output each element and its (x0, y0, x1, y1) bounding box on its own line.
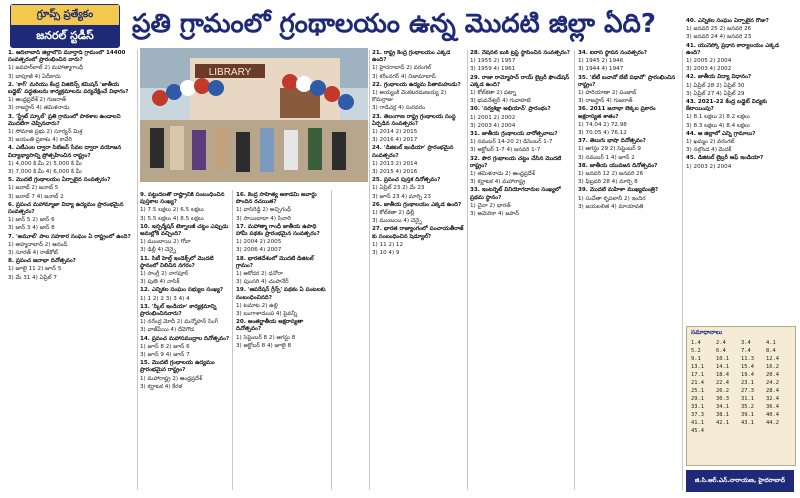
answer-cell: 23.1 (741, 380, 754, 386)
question-line: 1) సోమాజి ప్రభు 2) సూర్యన్ మిశ్ర (8, 129, 83, 136)
column-3 (236, 192, 328, 490)
question-line: 3) సాయిబాబా 4) సినారె (236, 215, 291, 222)
question-line: 6. ప్రపంచ మహామ్మాజా విద్యా ఉద్యమం ప్రారంభమైన సంవత్సరం? (8, 201, 124, 216)
library-sign: LIBRARY (208, 67, 252, 78)
column-1 (8, 50, 134, 490)
answer-key-title: సమాధానాలు (691, 329, 723, 336)
question-line: 1. ఆదిలాబాద్ జిల్లాలోని మూర్తాడ్ గ్రామంలో 14400 సంవత్సరంలో ప్రారంభించిన వారు? (8, 50, 126, 64)
question-line: 1) టమాట 2) ఉల్లి (236, 302, 278, 309)
question-line: 32. పౌర గ్రంథాలయ చట్టం చేసిన మొదటి రాష్ట్రం? (470, 155, 562, 169)
answer-cell: 25.1 (691, 388, 704, 394)
answer-cell: 17.1 (691, 372, 704, 378)
answer-key-grid (691, 339, 791, 435)
question-line: 1) జూన్ 8 2) జూన్ 6 (140, 343, 190, 350)
answer-row (691, 387, 791, 395)
question-line: 39. మొదటి మహిళా ముఖ్యమంత్రి? (578, 187, 659, 194)
question-line: 3) 5.5 లక్షలు 4) 8.5 లక్షలు (140, 215, 204, 222)
answer-cell: 26.2 (716, 388, 729, 394)
question-line: 1) ముంబాయి 2) గోవా (140, 239, 191, 246)
answer-cell: 13.1 (691, 364, 704, 370)
question-line: 1) జనాబ్ 2) జనాబ్ 5 (8, 185, 59, 192)
answer-cell: 2.4 (716, 340, 726, 346)
question-line: 38. జాతీయ యువజన దినోత్సవం? (578, 162, 658, 169)
answer-row (691, 339, 791, 347)
question-line: 3) ఏప్రిల్ 27 4) ఏప్రిల్ 29 (686, 90, 745, 97)
answer-cell: 24.2 (766, 380, 779, 386)
answer-cell: 11.3 (741, 356, 754, 362)
answer-cell: 27.3 (741, 388, 754, 394)
question-line: 13. 'స్కిల్ ఇండియా' కార్యక్రమాన్ని ప్రారంభించినవారు? (140, 303, 217, 318)
question-line: 3) ఢిల్లీ 4) చెన్నై (140, 247, 176, 254)
question-line: 3) పుంసరి 4) చంపానేర్ (236, 279, 289, 286)
question-line: 1) నరేంద్ర మోదీ 2) మన్మోహన్ సింగ్ (140, 319, 218, 326)
column-divider (369, 50, 370, 490)
section-tag (10, 4, 120, 48)
question-line: 15. మొదటి గ్రంథాలయ ఉద్యమం ప్రారంభమైన రాష్ట్రం? (140, 360, 215, 374)
answer-cell: 45.4 (691, 428, 704, 434)
question-line: 41. యునెస్కో ప్రధాన కార్యాలయం ఎక్కడ ఉంది? (686, 42, 780, 56)
question-line: 3) అక్టోబర్ 8 4) జూలై 8 (236, 342, 292, 349)
question-line: 40. ఎన్నికల సంఘం ఏర్పాటైన రోజు? (686, 18, 769, 24)
question-line: 3) జయంతి ప్రకాశం 4) కావేరి (8, 137, 72, 144)
question-line: 8. ప్రపంచ జనాభా దినోత్సవం? (8, 258, 76, 265)
answer-cell: 29.1 (691, 396, 704, 402)
question-line: 29. రాజా రామ్మోహన్ రాయ్ లైబ్రరీ ఫౌండేషన్ ఎక్కడ ఉంది? (470, 74, 570, 88)
question-line: 3) కర్ణాటక 4) మహారాష్ట్ర (470, 179, 526, 186)
answer-cell: 28.4 (766, 388, 779, 394)
answer-cell: 10.1 (716, 356, 729, 362)
answer-cell: 22.4 (716, 380, 729, 386)
question-line: 3) గాడిచర్ల 4) సురవరం (372, 105, 425, 112)
answer-cell: 5.2 (691, 348, 701, 354)
question-line: 12. ఎన్నికల సంఘం సభ్యుల సంఖ్య? (140, 287, 224, 294)
column-divider (467, 50, 468, 490)
answer-cell: 35.2 (741, 404, 754, 410)
question-line: 3) ముంబయి 4) చెన్నై (372, 218, 422, 225)
question-line: 1) ఏప్రిల్ 23 2) మే 23 (372, 185, 425, 192)
question-line: 3) రాజస్థాన్ 4) గుజరాత్ (578, 98, 633, 105)
section-tag-bottom: జనరల్ స్టడీస్ (11, 25, 119, 47)
answer-cell: 38.1 (716, 412, 729, 418)
answer-cell (716, 427, 741, 435)
question-line: 1) జవహర్‌లాల్ 2) మహాత్మాగాంధీ (8, 65, 83, 72)
answer-cell: 31.1 (741, 396, 754, 402)
question-line: 1) ఏప్రిల్ 28 2) ఏప్రిల్ 30 (686, 82, 745, 89)
question-line: 3) వాజ్‌పేయి 4) దేవెగౌడ (140, 327, 195, 334)
question-line: 3) మే 31 4) ఏప్రిల్ 7 (8, 274, 57, 281)
answer-cell: 44.2 (766, 420, 779, 426)
section-tag-top: గ్రూప్స్ ప్రత్యేకం (11, 5, 119, 25)
author-credit: జి.సి.ఆర్.ఎన్.నారాయణ, హైదరాబాద్ (686, 470, 794, 492)
question-line: 1) 7.5 లక్షలు 2) 6.5 లక్షలు (140, 207, 204, 214)
question-line: 1) ఆంధ్రప్రదేశ్ 2) గుజరాత్ (8, 97, 66, 104)
question-line: 5. మొదటి గ్రంథాలయం ఏర్పాటైన సంవత్సరం? (8, 177, 111, 184)
question-line: 44. ఆ జిల్లాలో ఎన్ని గ్రామాలు? (686, 130, 756, 137)
answer-cell: 8.4 (766, 348, 776, 354)
question-line: 1) సాంగ్లీ 2) నాగపూర్ (140, 271, 189, 278)
answer-cell: 1.4 (691, 340, 701, 346)
question-line: 1) జూలై 11 2) జూన్ 5 (8, 266, 62, 273)
question-line: 3) జనవరి 24 4) జనవరి 23 (686, 34, 752, 41)
question-line: 3) 2003 4) 2002 (686, 66, 732, 73)
answer-cell: 14.1 (716, 364, 729, 370)
answer-cell: 40.4 (766, 412, 779, 418)
question-line: 1) 2013 2) 2014 (372, 160, 418, 167)
answer-cell: 3.4 (741, 340, 751, 346)
question-line: 34. ఐరాస స్థాపన సంవత్సరం? (578, 50, 647, 56)
column-divider (682, 50, 683, 490)
question-line: 2. 'కాగ్' మరియు కేంద్ర విజిలెన్స్ కమిషన్ 'జాతీయ బడ్జెట్' పద్ధతులను కార్యక్రమాలను పర్యవేక్షించే విభాగం? (8, 81, 129, 96)
question-line: 3) కరీంనగర్ 4) నిజామాబాద్ (372, 73, 436, 80)
answer-cell: 36.4 (766, 404, 779, 410)
question-line: 3) 8.3 లక్షలు 4) 8.4 లక్షలు (686, 122, 750, 129)
answer-cell: 30.3 (716, 396, 729, 402)
answer-cell: 33.1 (691, 404, 704, 410)
question-line: 30. 'సర్వశిక్షా అభియాన్' ప్రారంభం? (470, 106, 551, 113)
question-line: 1) మహారాష్ట్ర 2) ఆంధ్రప్రదేశ్ (140, 375, 203, 382)
answer-row (691, 379, 791, 387)
answer-key (686, 326, 796, 466)
column-7 (686, 18, 794, 324)
question-line: 1) నవంబర్ 14-20 2) డిసెంబర్ 1-7 (470, 139, 553, 146)
question-line: 14. ప్రపంచ మహాసముద్రాల దినోత్సవం? (140, 335, 230, 342)
question-line: 1) 8.1 లక్షలు 2) 8.2 లక్షలు (686, 114, 750, 121)
question-line: 36. 2011 జనాభా లెక్కల ప్రకారం అక్షరాస్యత శాతం? (578, 106, 656, 120)
answer-cell: 21.4 (691, 380, 704, 386)
question-line: 1) తమిళనాడు 2) ఆంధ్రప్రదేశ్ (470, 171, 535, 178)
question-line: 7. 'అమూల్' పాల సహకార సంఘం ఏ రాష్ట్రంలో ఉంది? (8, 233, 131, 240)
question-line: 3) సూరత్ 4) రాజ్‌కోట్ (8, 250, 58, 257)
answer-cell: 42.1 (716, 420, 729, 426)
question-line: 3) ఫిబ్రవరి 28 4) మార్చి 8 (578, 179, 638, 186)
question-line: 10. ఇన్ఫర్మేషన్ టెక్నాలజీ చట్టం ఎప్పుడు అమల్లోకి వచ్చింది? (140, 223, 229, 238)
question-line: 1) వాసిరెడ్డి 2) అచ్చిగంధ్ (236, 207, 291, 214)
question-line: 1) సెప్టెంబర్ 8 2) ఆగస్టు 8 (236, 334, 296, 341)
column-4 (372, 50, 464, 490)
question-line: 3) 2003 4) 2004 (470, 122, 516, 129)
question-line: 3) నల్గొండ 4) మెదక్ (686, 147, 732, 154)
answer-cell: 20.4 (766, 372, 779, 378)
question-line: 3) 1959 4) 1961 (470, 66, 516, 73)
question-line: 1) సుచేతా కృపలానీ 2) ఇందిర (578, 195, 646, 202)
question-line: 3) జాన్ 3 4) జాన్ 8 (8, 225, 55, 232)
answer-cell: 39.1 (741, 412, 754, 418)
question-line: 1) 2004 2) 2005 (236, 239, 282, 246)
question-line: 1) అయ్యంకి వెంకటరమణయ్య 2) కొమర్రాజు (372, 90, 447, 104)
column-2 (140, 192, 230, 490)
answer-cell: 12.4 (766, 356, 779, 362)
question-line: 28. నేషనల్ బుక్ ట్రస్ట్ స్థాపించిన సంవత్సరం? (470, 50, 570, 56)
question-line: 19. 'ఆపరేషన్ గ్రీన్స్' పథకం ఏ పంటలకు సంబంధించినది? (236, 287, 326, 301)
answer-row (691, 395, 791, 403)
question-line: 16. కేంద్ర సాహిత్య అకాడమీ అవార్డు పొందిన రచయిత? (236, 192, 317, 206)
question-line: 3) జనాబ్ 7 4) జనాబ్ 2 (8, 193, 64, 200)
question-line: 3) పుణె 4) నాసిక్ (140, 279, 180, 286)
headline: ప్రతి గ్రామంలో గ్రంథాలయం ఉన్న మొదటి జిల్లా ఏది? (132, 9, 656, 39)
question-line: 1) ఖమ్మం 2) వరంగల్ (686, 139, 735, 146)
question-line: 22. గ్రంథాలయ ఉద్యమ పితామహుడు? (372, 81, 461, 88)
answer-cell (766, 427, 791, 435)
library-photo-image (140, 48, 368, 182)
people-group (150, 126, 346, 172)
question-line: 31. జాతీయ గ్రంథాలయ వారోత్సవాలు? (470, 131, 558, 138)
answer-cell: 15.4 (741, 364, 754, 370)
question-line: 1) 4,000 కి.మీ 2) 5,000 కి.మీ (8, 160, 82, 167)
question-line: 1) కోల్‌కతా 2) పట్నా (470, 90, 517, 97)
question-line: 33. ఇంటర్నెట్ వినియోగదారుల సంఖ్యలో ప్రథమ స్థానం? (470, 187, 561, 201)
answer-cell: 41.1 (691, 420, 704, 426)
question-line: 1) 1955 2) 1957 (470, 58, 516, 65)
question-line: 3) రాజస్థాన్ 4) తమిళనాడు (8, 105, 70, 112)
answer-row (691, 427, 791, 435)
question-line: 3) అమెరికా 4) జపాన్ (470, 211, 519, 218)
answer-row (691, 419, 791, 427)
question-line: 1) హైదరాబాద్ 2) వరంగల్ (372, 65, 432, 72)
answer-row (691, 403, 791, 411)
question-line: 18. భారతదేశంలో మొదటి డిజిటల్ గ్రామం? (236, 255, 314, 269)
question-line: 20. అంతర్జాతీయ అక్షరాస్యతా దినోత్సవం? (236, 319, 304, 333)
question-line: 3) 2015 4) 2016 (372, 169, 418, 176)
question-line: 1) జాన్ 5 2) జాన్ 6 (8, 217, 55, 224)
question-line: 11. సిటీ హెల్త్ ఇండెక్స్‌లో మొదటి స్థానంలో నిలిచిన నగరం? (140, 255, 214, 269)
question-line: 1) ఆగస్టు 29 2) సెప్టెంబర్ 9 (578, 146, 641, 153)
question-line: 3) భువనేశ్వర్ 4) గువాహటి (470, 98, 531, 105)
question-line: 43. 2021-22 కేంద్ర బడ్జెట్ విద్యకు కేటాయింపు? (686, 99, 768, 113)
question-line: 3) కర్ణాటక 4) కేరళ (140, 383, 183, 390)
question-line: 42. జాతీయ విద్యా విధానం? (686, 74, 752, 81)
question-line: 3) జూన్ 9 4) జూన్ 7 (140, 352, 190, 359)
question-line: 3) 1944 4) 1947 (578, 66, 624, 73)
question-line: 3) నవంబర్ 1 4) జూన్ 2 (578, 154, 635, 161)
question-line: 1) చైనా 2) భారత్ (470, 202, 511, 209)
question-line: 21. రాష్ట్ర కేంద్ర గ్రంథాలయం ఎక్కడ ఉంది? (372, 50, 451, 64)
question-line: 3) 7,000 కి.మీ 4) 6,000 కి.మీ (8, 169, 82, 176)
column-divider (137, 50, 138, 490)
question-line: 45. డిజిటల్ లైబ్రరీ ఆఫ్ ఇండియా? (686, 155, 764, 162)
column-5 (470, 50, 570, 490)
question-line: 17. మహాత్మా గాంధీ జాతీయ ఉపాధి హామీ పథకం ప్రారంభమైన సంవత్సరం? (236, 223, 320, 238)
question-line: 3. 'స్ట్రేట్ స్కూల్' ప్రతి గ్రామంలో పాఠశాల ఉండాలని మొదటిగా చెప్పినవారు? (8, 113, 121, 127)
answer-cell: 32.4 (766, 396, 779, 402)
answer-row (691, 363, 791, 371)
question-line: 9. పట్టుదలతో రాష్ట్రానికి సంబంధించిన పుస్తకాల సంఖ్య? (140, 192, 225, 206)
question-line: 23. తెలంగాణ రాష్ట్ర గ్రంథాలయ సంస్థ ఏర్పడిన సంవత్సరం? (372, 113, 456, 127)
question-line: 1) 11 2) 12 (372, 241, 404, 248)
answer-cell: 37.3 (691, 412, 704, 418)
answer-cell: 18.4 (716, 372, 729, 378)
answer-row (691, 347, 791, 355)
answer-row (691, 371, 791, 379)
question-line: 3) అక్టోబర్ 1-7 4) జనవరి 1-7 (470, 147, 541, 154)
answer-cell: 43.1 (741, 420, 754, 426)
question-line: 1) 2014 2) 2015 (372, 129, 418, 136)
column-divider (232, 190, 233, 490)
question-line: 3) 2006 4) 2007 (236, 247, 282, 254)
answer-cell: 16.2 (766, 364, 779, 370)
question-line: 4. ఎటీఎంల ద్వారా సిటిజన్ సేవల ద్వారా వయోజన విద్యాభ్యాసాన్ని ప్రోత్సహించిన రాష్ట్రం? (8, 145, 122, 159)
question-line: 26. జాతీయ గ్రంథాలయం ఎక్కడ ఉంది? (372, 201, 462, 208)
answer-row (691, 355, 791, 363)
question-line: 1) హరియాణా 2) పంజాబ్ (578, 90, 637, 97)
question-line: 3) జూన్ 23 4) మార్చి 23 (372, 193, 431, 200)
question-line: 25. ప్రపంచ పుస్తక దినోత్సవం? (372, 177, 441, 184)
question-line: 3) బంగాళాదుంప 4) పైవన్నీ (236, 311, 298, 318)
answer-cell: 4.1 (766, 340, 776, 346)
question-line: 1) 1945 2) 1946 (578, 58, 624, 65)
answer-cell (741, 427, 766, 435)
library-photo (140, 48, 368, 182)
answer-cell: 7.4 (741, 348, 751, 354)
answer-cell: 9.1 (691, 356, 701, 362)
question-line: 3) 70.05 4) 76.12 (578, 130, 627, 137)
question-line: 1) అహ్మదాబాద్ 2) ఆనంద్ (8, 241, 68, 248)
question-line: 1) 1 2) 2 3) 3 4) 4 (140, 295, 190, 302)
question-line: 3) 2016 4) 2017 (372, 137, 418, 144)
question-line: 35. 'బేటీ బచావో బేటీ పఢావో' ప్రారంభించిన రాష్ట్రం? (578, 74, 676, 88)
question-line: 1) అకోదర 2) ధనోరా (236, 271, 283, 278)
answer-cell: 34.1 (716, 404, 729, 410)
question-line: 1) జనవరి 12 2) జనవరి 26 (578, 171, 644, 178)
question-line: 3) 10 4) 9 (372, 250, 400, 257)
question-line: 1) జనవరి 25 2) జనవరి 26 (686, 26, 752, 33)
column-6 (578, 50, 680, 490)
column-divider (331, 190, 332, 490)
question-line: 1) 2005 2) 2004 (686, 58, 732, 65)
column-divider (574, 50, 575, 490)
answer-cell: 6.4 (716, 348, 726, 354)
question-line: 1) 74.04 2) 72.98 (578, 121, 627, 128)
question-line: 1) 2001 2) 2002 (470, 114, 516, 121)
answer-cell: 19.4 (741, 372, 754, 378)
question-line: 3) జయలలిత 4) మాయావతి (578, 203, 644, 210)
answer-row (691, 411, 791, 419)
question-line: 1) కోల్‌కతా 2) ఢిల్లీ (372, 210, 415, 217)
question-line: 27. భారత రాజ్యాంగంలో పంచాయతీరాజ్ కు సంబంధించిన షెడ్యూల్? (372, 226, 464, 240)
question-line: 3) బాపూజీ 4) ఏదీకాదు (8, 73, 61, 80)
question-line: 1) 2003 2) 2004 (686, 163, 732, 170)
question-line: 37. తెలుగు భాషా దినోత్సవం? (578, 138, 646, 145)
question-line: 24. 'డిజిటల్ ఇండియా' ప్రారంభమైన సంవత్సరం? (372, 145, 454, 159)
